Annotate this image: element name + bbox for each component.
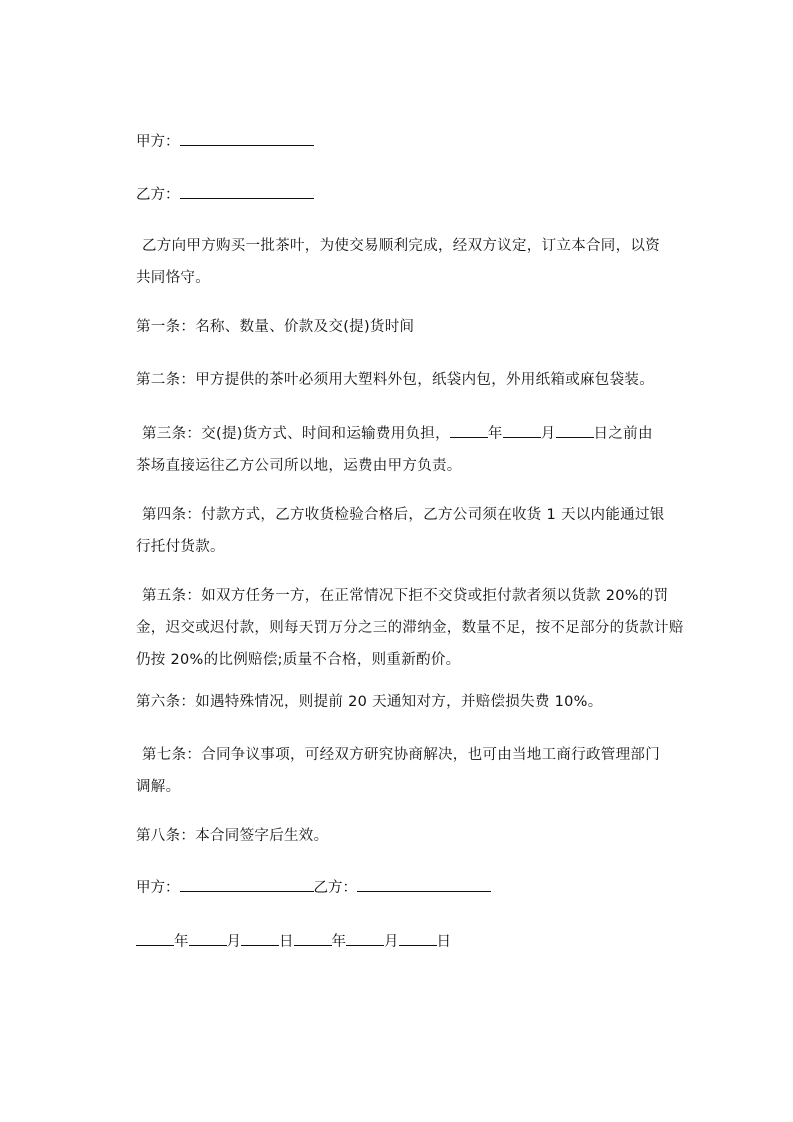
delivery-day-blank [556, 423, 594, 438]
date-b-year-blank [294, 931, 332, 946]
article-8-text: 第八条：本合同签字后生效。 [136, 828, 329, 844]
article-1-text: 第一条：名称、数量、价款及交(提)货时间 [136, 319, 415, 335]
article-5-line-1: 第五条：如双方任务一方，在正常情况下拒不交贷或拒付款者须以货款 20%的罚 [142, 588, 669, 604]
intro-line-1: 乙方向甲方购买一批茶叶，为使交易顺利完成，经双方议定，订立本合同，以资 [142, 238, 660, 254]
delivery-day-label: 日之前由 [593, 426, 653, 442]
date-a-year-blank [136, 931, 174, 946]
article-8 [136, 820, 704, 852]
signature-party-b-blank [357, 877, 491, 892]
article-4-line-1: 第四条：付款方式，乙方收货检验合格后，乙方公司须在收货 1 天以内能通过银 [142, 507, 665, 523]
article-2-text: 第二条：甲方提供的茶叶必须用大塑料外包，纸袋内包，外用纸箱或麻包袋装。 [136, 372, 654, 388]
party-a-blank [180, 131, 314, 146]
delivery-month-blank [503, 423, 541, 438]
date-b-month-label: 月 [384, 934, 399, 950]
intro-paragraph [136, 230, 704, 294]
article-4 [136, 499, 704, 563]
article-3-line-1 [136, 426, 653, 442]
article-4-line-2: 行托付货款。 [136, 539, 225, 555]
party-a-label: 甲方： [136, 134, 180, 150]
date-a-month-blank [189, 931, 227, 946]
date-b-year-label: 年 [331, 934, 346, 950]
article-3-line-2: 茶场直接运往乙方公司所以地，运费由甲方负责。 [136, 458, 462, 474]
date-b-day-label: 日 [436, 934, 451, 950]
article-2 [136, 364, 704, 396]
article-3 [136, 418, 704, 482]
article-7 [136, 739, 704, 803]
article-5 [136, 580, 704, 676]
date-b-day-blank [399, 931, 437, 946]
article-1 [136, 311, 704, 343]
party-a-line [136, 131, 314, 152]
signature-party-a-blank [180, 877, 314, 892]
party-b-label: 乙方： [136, 187, 180, 203]
date-a-day-label: 日 [279, 934, 294, 950]
date-line [136, 931, 451, 952]
delivery-year-blank [450, 423, 488, 438]
article-7-line-1: 第七条：合同争议事项，可经双方研究协商解决，也可由当地工商行政管理部门 [142, 747, 660, 763]
article-5-line-2: 金，迟交或迟付款，则每天罚万分之三的滞纳金，数量不足，按不足部分的货款计赔 [136, 620, 684, 636]
signature-line [136, 877, 491, 898]
intro-line-2: 共同恪守。 [136, 270, 210, 286]
signature-party-a-label: 甲方： [136, 880, 180, 896]
date-a-month-label: 月 [226, 934, 241, 950]
party-b-blank [180, 184, 314, 199]
article-5-line-3: 仍按 20%的比例赔偿;质量不合格，则重新酌价。 [136, 652, 461, 668]
article-6 [136, 686, 704, 718]
article-6-text: 第六条：如遇特殊情况，则提前 20 天通知对方，并赔偿损失费 10%。 [136, 694, 603, 710]
party-b-line [136, 184, 314, 205]
date-b-month-blank [346, 931, 384, 946]
date-a-year-label: 年 [174, 934, 189, 950]
delivery-year-label: 年 [487, 426, 503, 442]
date-a-day-blank [241, 931, 279, 946]
delivery-month-label: 月 [540, 426, 556, 442]
signature-party-b-label: 乙方： [313, 880, 357, 896]
article-3-text: 第三条：交(提)货方式、时间和运输费用负担， [142, 426, 450, 442]
article-7-line-2: 调解。 [136, 779, 181, 795]
